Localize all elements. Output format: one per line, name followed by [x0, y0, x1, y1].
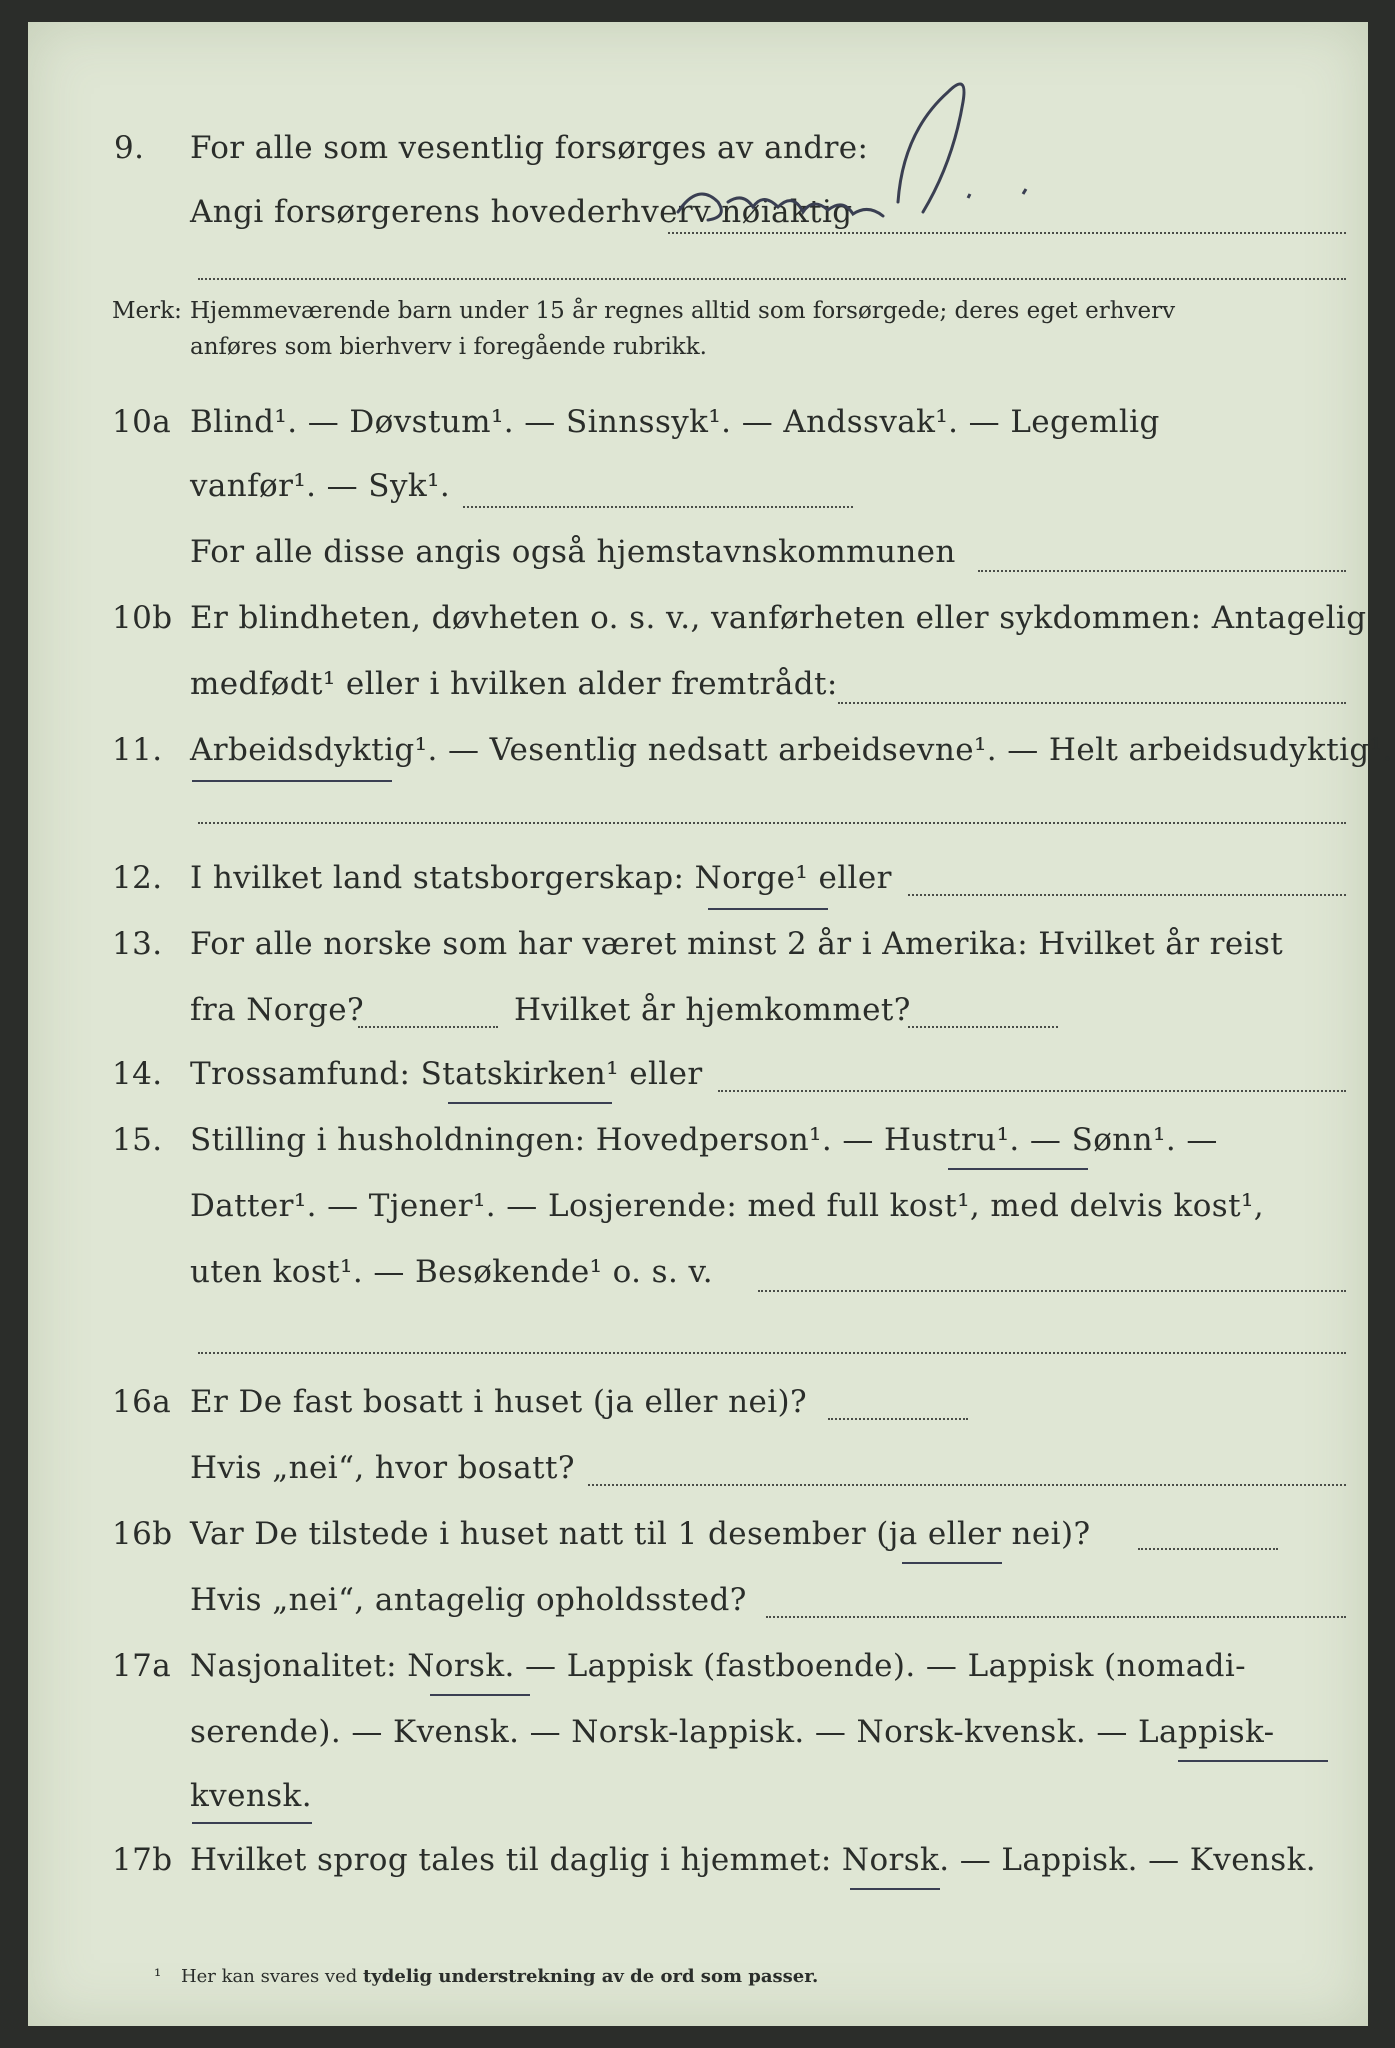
q9-line2: Angi forsørgerens hovederhverv nøiaktig [190, 194, 853, 230]
q13-row [28, 926, 1368, 986]
q15-answer-line2[interactable] [198, 1352, 1346, 1354]
q10a-line1: Blind¹. — Døvstum¹. — Sinnssyk¹. — Andssvak¹. — Legemlig [190, 404, 1160, 440]
q15-answer-line[interactable] [758, 1290, 1346, 1292]
q9-answer-line2[interactable] [198, 278, 1346, 280]
footnote-text-a: Her kan svares ved [180, 1966, 358, 1987]
q16b-row2 [28, 1582, 1368, 1642]
q10b-row2 [28, 666, 1368, 726]
q13-line2b: Hvilket år hjemkommet? [514, 992, 911, 1028]
q16b-row [28, 1516, 1368, 1576]
q17a-line1: Nasjonalitet: Norsk. — Lappisk (fastboende). — Lappisk (nomadi- [190, 1648, 1247, 1684]
q17b-handwritten-underline [850, 1888, 940, 1890]
merk-line2: anføres som bierhverv i foregående rubrikk. [190, 334, 707, 360]
q16a-number: 16a [112, 1384, 172, 1420]
q10a-row3 [28, 534, 1368, 594]
q13-line1: For alle norske som har været minst 2 år i Amerika: Hvilket år reist [190, 926, 1284, 962]
handwritten-answer-q9 [668, 62, 1068, 242]
q13-line2a: fra Norge? [190, 992, 365, 1028]
q16b-opholdssted-line[interactable] [766, 1616, 1346, 1618]
q16a-bosatt-line[interactable] [588, 1484, 1346, 1486]
q17a-handwritten-underline2 [1178, 1760, 1328, 1762]
footnote [154, 1966, 818, 1987]
q14-line1: Trossamfund: Statskirken¹ eller [190, 1056, 703, 1092]
q15-line1: Stilling i husholdningen: Hovedperson¹. — Hustru¹. — Sønn¹. — [190, 1122, 1218, 1158]
q16a-row2 [28, 1450, 1368, 1510]
q14-handwritten-underline [448, 1102, 612, 1104]
q12-row [28, 860, 1368, 920]
q11-handwritten-underline [192, 780, 392, 782]
q11-number: 11. [112, 732, 163, 768]
q10a-hjemstavn-line[interactable] [978, 570, 1346, 572]
q16b-answer-line[interactable] [1138, 1548, 1278, 1550]
q10b-line2: medfødt¹ eller i hvilken alder fremtrådt: [190, 666, 838, 702]
q15-line3: uten kost¹. — Besøkende¹ o. s. v. [190, 1254, 713, 1290]
q12-handwritten-underline [708, 908, 828, 910]
q17a-handwritten-underline3 [192, 1822, 312, 1824]
q10a-row [28, 404, 1368, 464]
q10a-line2: vanfør¹. — Syk¹. [190, 468, 451, 504]
q16b-number: 16b [112, 1516, 173, 1552]
q15-row3 [28, 1254, 1368, 1314]
footnote-mark: ¹ [154, 1966, 162, 1987]
q10b-answer-line[interactable] [838, 702, 1346, 704]
q16a-row [28, 1384, 1368, 1444]
footnote-text-b: tydelig understrekning av de ord som passer. [363, 1966, 819, 1987]
q15-number: 15. [112, 1122, 163, 1158]
q12-number: 12. [112, 860, 163, 896]
q14-answer-line[interactable] [718, 1090, 1346, 1092]
q16a-answer-line[interactable] [828, 1418, 968, 1420]
q10a-answer-line[interactable] [463, 506, 853, 508]
q16b-line1: Var De tilstede i huset natt til 1 desember (ja eller nei)? [190, 1516, 1091, 1552]
merk-line1: Hjemmeværende barn under 15 år regnes alltid som forsørgede; deres eget erhverv [190, 298, 1176, 324]
q17a-line3: kvensk. [190, 1778, 312, 1814]
q10b-number: 10b [112, 600, 173, 636]
q14-row [28, 1056, 1368, 1116]
q11-line1: Arbeidsdyktig¹. — Vesentlig nedsatt arbeidsevne¹. — Helt arbeidsudyktig¹. [190, 732, 1393, 768]
q15-line2: Datter¹. — Tjener¹. — Losjerende: med full kost¹, med delvis kost¹, [190, 1188, 1265, 1224]
q14-number: 14. [112, 1056, 163, 1092]
q9-line1: For alle som vesentlig forsørges av andre: [190, 130, 869, 166]
census-form-page [28, 22, 1393, 2026]
q10a-number: 10a [112, 404, 172, 440]
q10b-line1: Er blindheten, døvheten o. s. v., vanførheten eller sykdommen: Antagelig [190, 600, 1367, 636]
q12-answer-line[interactable] [908, 894, 1346, 896]
q15-row [28, 1122, 1368, 1182]
q17a-handwritten-underline [430, 1694, 530, 1696]
q17b-number: 17b [112, 1842, 173, 1878]
merk-label: Merk: [112, 298, 182, 324]
q17a-row [28, 1648, 1368, 1708]
q16b-line2: Hvis „nei“, antagelig opholdssted? [190, 1582, 747, 1618]
q16a-line1: Er De fast bosatt i huset (ja eller nei)? [190, 1384, 808, 1420]
q13-row2 [28, 992, 1368, 1052]
q17b-line1: Hvilket sprog tales til daglig i hjemmet: Norsk. — Lappisk. — Kvensk. [190, 1842, 1317, 1878]
q16b-handwritten-underline [902, 1562, 1002, 1564]
q17a-number: 17a [112, 1648, 172, 1684]
q10b-row [28, 600, 1368, 660]
q10a-line3: For alle disse angis også hjemstavnskommunen [190, 534, 956, 570]
q12-line1: I hvilket land statsborgerskap: Norge¹ eller [190, 860, 892, 896]
q11-answer-line[interactable] [198, 822, 1346, 824]
q15-row2 [28, 1188, 1368, 1248]
q16a-line2: Hvis „nei“, hvor bosatt? [190, 1450, 575, 1486]
q9-number: 9. [114, 130, 145, 166]
q11-row [28, 732, 1393, 792]
q17a-line2: serende). — Kvensk. — Norsk-lappisk. — Norsk-kvensk. — Lappisk- [190, 1714, 1275, 1750]
q15-handwritten-underline [948, 1168, 1088, 1170]
q17b-row [28, 1842, 1368, 1902]
q13-hjemkommet-line[interactable] [908, 1026, 1058, 1028]
q13-number: 13. [112, 926, 163, 962]
q13-reist-line[interactable] [358, 1026, 498, 1028]
q17a-row3 [28, 1778, 1368, 1838]
q10a-row2 [28, 468, 1368, 528]
q17a-row2 [28, 1714, 1368, 1774]
